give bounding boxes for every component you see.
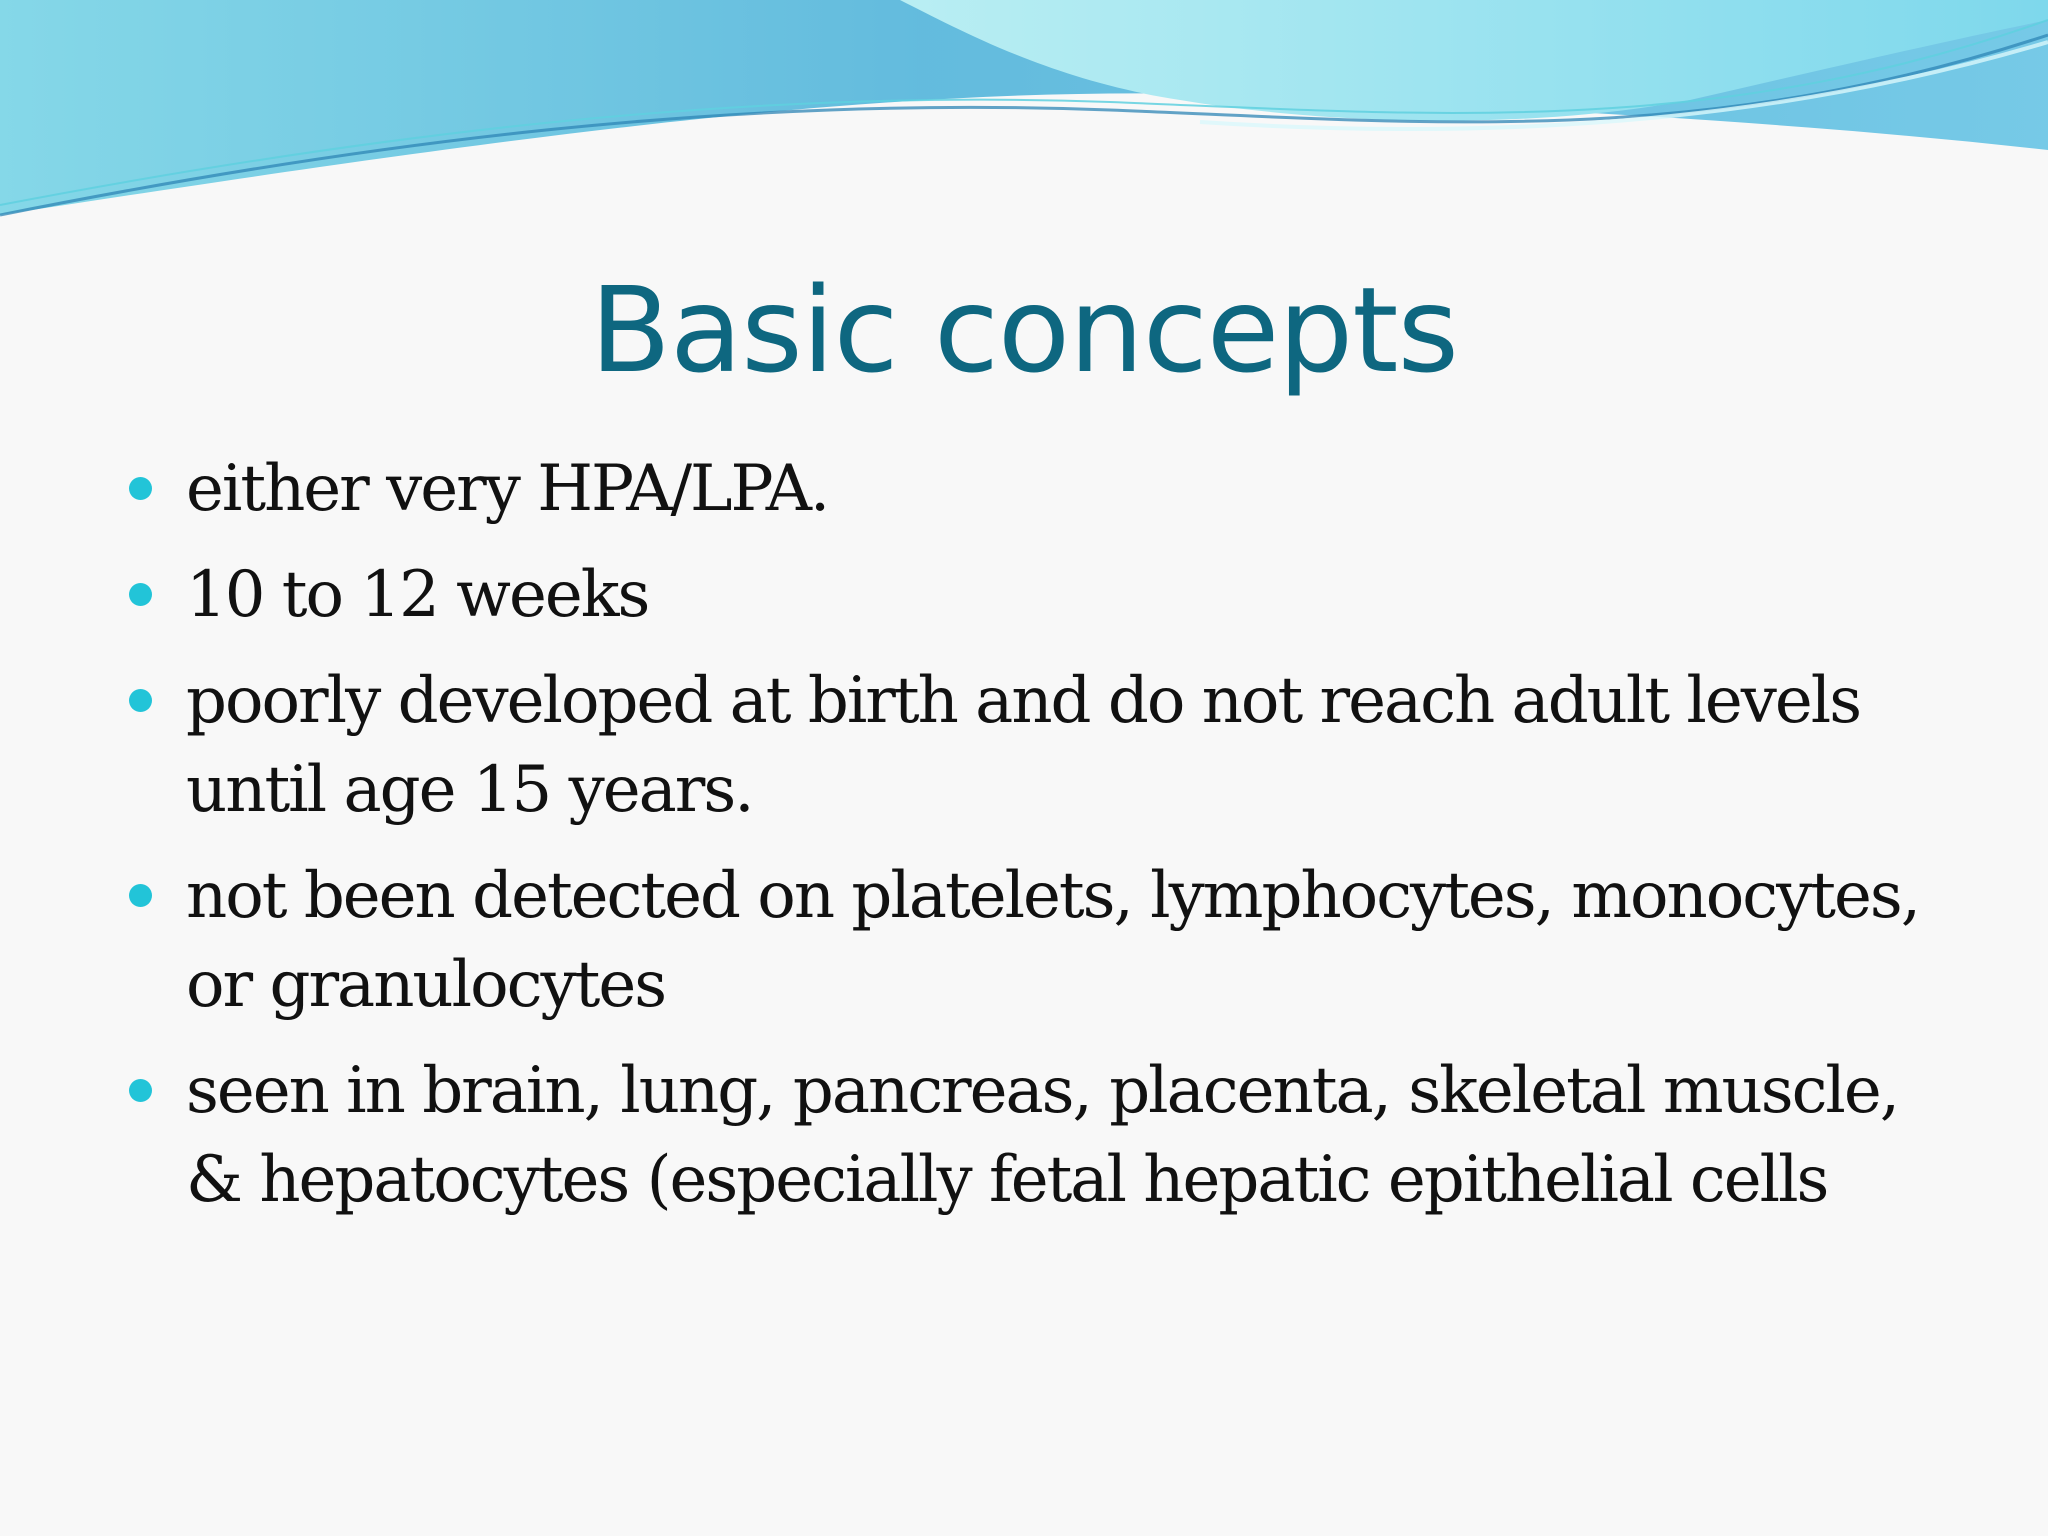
bullet-item [125, 657, 1925, 835]
header-wave-decoration [0, 0, 2048, 240]
bullet-marker-icon [129, 689, 152, 712]
bullet-text: not been detected on platelets, lymphocytes, monocytes, or granulocytes [186, 859, 1920, 1022]
bullet-text: either very HPA/LPA. [186, 452, 829, 526]
bullet-item [125, 1047, 1925, 1225]
bullet-marker-icon [129, 1079, 152, 1102]
bullet-text: poorly developed at birth and do not reach adult levels until age 15 years. [186, 664, 1861, 827]
bullet-marker-icon [129, 884, 152, 907]
bullet-item [125, 852, 1925, 1030]
bullet-text: seen in brain, lung, pancreas, placenta, skeletal muscle, & hepatocytes (especially fetal hepatic epithelial cells [186, 1054, 1899, 1217]
bullet-marker-icon [129, 477, 152, 500]
slide-title: Basic concepts [590, 261, 1458, 399]
bullet-item [125, 445, 1925, 534]
bullet-item [125, 551, 1925, 640]
bullet-list [125, 445, 1925, 1242]
bullet-text: 10 to 12 weeks [186, 558, 649, 632]
bullet-marker-icon [129, 583, 152, 606]
